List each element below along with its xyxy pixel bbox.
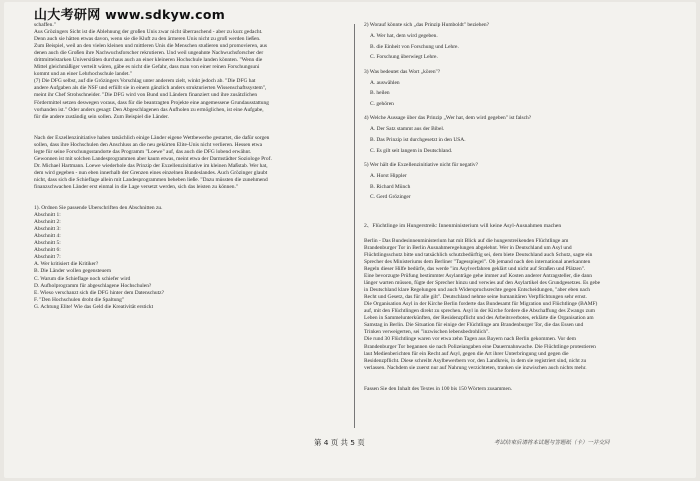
answer-option: B. Richard Münch: [370, 183, 411, 190]
text-line: Trinken verweigerten, sei "inzwischen lebensbedrohlich".: [364, 329, 490, 336]
left-column: [34, 22, 339, 311]
option-line: G. Achtung Elite! Wie das Geld die Kreativität erstickt: [34, 303, 154, 310]
article-text: [364, 238, 674, 372]
text-line: Fördermittel setzen deswegen voraus, dass für die beantragten Projekte eine angemessene Grundausstattung: [34, 99, 269, 106]
answer-option: A. Horst Hippler: [370, 173, 407, 180]
logo-text: 山大考研网: [34, 8, 101, 23]
text-line: legte für seine Forschungsstandorte das Programm "Loewe" auf, das auch die DFG lobend erwähnt.: [34, 148, 252, 155]
heading-options: [34, 261, 339, 310]
text-line: Residenzpflicht. Diese schreibt Asylbewerbern vor, den Landkreis, in dem sie registriert sind, nicht zu: [364, 357, 587, 364]
text-line: Denn auch sie hätten etwas davon, wenn sie die Kluft zu den ärmeren Unis nicht zu groß werden ließen.: [34, 36, 261, 43]
text-line: Berlin - Das Bundesinnenministerium hat mit Blick auf die hungerstreikenden Flüchtlinge am: [364, 237, 569, 244]
text-line: auf, mit den Flüchtlingen direkt zu sprechen. Asyl in der Kirche fordere die Abschaffung des Zwangs zum: [364, 308, 595, 315]
answer-option: B. heilen: [370, 90, 390, 97]
question-text: 4) Welche Aussage über das Prinzip „Wer hat, dem wird gegeben" ist falsch?: [364, 115, 532, 122]
text-line: verlassen. Nachdem sie zuerst nur auf Nahrung verzichteten, tranken sie inzwischen auch nichts mehr.: [364, 364, 587, 371]
section-line: Abschnitt 5:: [34, 240, 61, 247]
section-line: Abschnitt 3:: [34, 226, 61, 233]
summary-task: Fassen Sie den Inhalt des Textes in 100 bis 150 Wörtern zusammen.: [364, 385, 513, 392]
exam-page: [4, 2, 696, 478]
section-line: Abschnitt 1:: [34, 212, 61, 219]
reading-text-part2: [34, 135, 339, 191]
text-line: Samstag in Berlin. Die Situation für einige der Flüchtlinge am Brandenburger Tor, die das Essen und: [364, 322, 584, 329]
page-header: [34, 4, 225, 23]
answer-option: A. auswählen: [370, 79, 400, 86]
text-line: Die Organisation Asyl in der Kirche Berlin forderte das Bundesamt für Migration und Flüchtlinge (BAMF): [364, 301, 598, 308]
text-line: Nach der Exzellenzinitiative haben tatsächlich einige Länder eigene Wettbewerbe gestartet, die dafür sorgen: [34, 134, 270, 141]
page-number: 第 4 页 共 5 页: [314, 438, 365, 447]
text-line: Regeln dieser Hilfe bedürfe, das werde "im Asylverfahren geklärt und nicht auf Straßen und Plätzen".: [364, 265, 586, 272]
site-url: www.sdkyw.com: [105, 7, 226, 22]
text-line: sollen, dass ihre Hochschulen den Anschluss an die neu gekürten Elite-Unis nicht verlieren. Hessen etwa: [34, 141, 263, 148]
text-line: Recht und Gesetz, das für alle gilt". Deutschland nehme seine humanitären Verpflichtungen sehr ernst.: [364, 294, 587, 301]
text-line: meint ihr Chef Strohschneider. "Die DFG wird von Bund und Ländern finanziert und ihre zusätzlichen: [34, 92, 258, 99]
text-line: finanzschwachen Länder erst einmal in die Lage versetzt werden, sich das leisten zu können.": [34, 183, 239, 190]
question-text: 3) Was bedeutet das Wort „kören"?: [364, 68, 441, 75]
text-line: Die rund 30 Flüchtlinge waren vor etwa zehn Tagen aus Bayern nach Berlin gekommen. Vor dem: [364, 336, 576, 343]
answer-option: A. Wer hat, dem wird gegeben.: [370, 33, 438, 40]
answer-option: C. Gerd Grözinger: [370, 194, 411, 201]
text-line: andere Aufgaben als die NSF und erfüllt sie in einem gänzlich anders strukturierten Wissenschaftssystem",: [34, 85, 267, 92]
answer-option: C. Es gilt seit langem in Deutschland.: [370, 147, 453, 154]
footer-note: 考试结束后请将本试题与答题纸（卡）一并交回: [494, 440, 610, 446]
answer-option: C. Forschung überwiegt Lehre.: [370, 54, 438, 61]
option-line: C. Warum die Schieflage noch schiefer wird: [34, 275, 131, 282]
text-line: denen auch die Großen ihre Nachwuchsforscher rekrutieren. Und weil ungeahnte Nachwuchsforscher der: [34, 50, 264, 57]
text-line: drittmittelstarken Universitäten durchaus auch an einer kleineren Hochschule landen könnten. "Wenn die: [34, 57, 263, 64]
text-line: vorhanden ist." Oder anders gesagt: Den Abgeschlagenen das Aufholen zu ermöglichen, ist eine Aufgabe,: [34, 106, 264, 113]
text-line: schaffen.": [34, 22, 56, 28]
text-line: länger warten müssen, fügte der Sprecher hinzu und verwies auf den Asylartikel des Grundgesetzes. Es gebe: [364, 280, 600, 287]
question-text: 5) Wer hält die Exzellenzinitiative nicht für negativ?: [364, 162, 479, 169]
option-line: E. Wieso verschanzt sich die DFG hinter dem Datenschutz?: [34, 289, 164, 296]
text-line: Zum Beispiel, weil an den vielen kleinen und mittleren Unis die Menschen studieren und promovieren, aus: [34, 43, 268, 50]
text-line: in Deutschland klare Regelungen und auch Widerspruchsrechte gegen Entscheidungen, "aber eben nach: [364, 287, 590, 294]
text-line: Gewonnen ist mit solchen Landesprogrammen aber kaum etwas, meint etwa der Darmstädter Soziologe Prof.: [34, 155, 272, 162]
answer-option: A. Der Satz stammt aus der Bibel.: [370, 126, 445, 133]
reading-text-part1: [34, 22, 339, 121]
column-divider: [354, 24, 355, 428]
section-line: Abschnitt 7:: [34, 254, 61, 261]
text-line: laut Medienberichten für ein Recht auf Asyl, gegen die Art ihrer Unterbringung und gegen die: [364, 350, 569, 357]
text-line: dem wird gegeben - nun eben innerhalb der Grenzen eines einzelnen Bundeslandes. Auch Grözinger glaubt: [34, 169, 268, 176]
text-line: Dr. Michael Hartmann. Loewe wiederhole das Prinzip der Exzellenzinitiative im kleinen Maßstab. Wer hat,: [34, 162, 268, 169]
question-text: 2) Worauf könnte sich „das Prinzip Humboldt" beziehen?: [364, 22, 490, 28]
text-line: Mittel gleichmäßiger verteilt wären, gäbe es nicht die Gefahr, dass man von einer reinen Forschungsuni: [34, 64, 260, 71]
text-line: Aus Grözingers Sicht ist die Ablehnung der großen Unis zwar nicht überraschend - aber zu kurz gedacht.: [34, 29, 263, 36]
answer-option: B. die Einheit von Forschung und Lehre.: [370, 43, 459, 50]
text-line: Flüchtlingsschutz bitte und tatsächlich schutzbedürftig sei, dem biete Deutschland auch Schutz, sagte ein: [364, 251, 593, 258]
option-line: F. "Den Hochschulen droht die Spaltung": [34, 296, 125, 303]
text-line: Sprecher des Ministeriums dem Berliner "Tagesspiegel". Ob jemand nach den international anerkannten: [364, 258, 591, 265]
task2-title: 2、Flüchtlinge im Hungerstreik: Innenministerium will keine Asyl-Ausnahmen machen: [364, 222, 562, 229]
text-line: Brandenburger Tor begannen sie nach Polizeiangaben eine Dauermahnwache. Die Flüchtlinge protestieren: [364, 343, 596, 350]
text-line: Brandenburger Tor in Berlin Ausnahmeregelungen abgelehnt. Wer in Deutschland um Asyl und: [364, 244, 572, 251]
text-line: nicht, dass sich die Schieflage allein mit Landesprogrammen beheben ließe. "Dazu müssten die zunehmend: [34, 176, 268, 183]
answer-option: B. Das Prinzip ist durchgesetzt in den USA.: [370, 136, 466, 143]
text-line: kommt und an einer Lehrhochschule landet.": [34, 71, 132, 78]
option-line: A. Wer kritisiert die Kritiker?: [34, 261, 99, 268]
text-line: Leben in Sammelunterkünften, der Residenzpflicht und des Arbeitsverbotes, erklärte die Organisation am: [364, 315, 594, 322]
option-line: D. Aufholprogramm für abgeschlagene Hochschulen?: [34, 282, 152, 289]
question-list: [364, 22, 674, 209]
task1-title: 1). Ordnen Sie passende Überschriften den Abschnitten zu.: [34, 205, 163, 212]
text-line: für die andere zuständig sein sollen. Zum Beispiel die Länder.: [34, 113, 169, 120]
right-column: [364, 22, 674, 393]
option-line: B. Die Länder wollen gegensteuern: [34, 268, 112, 275]
answer-option: C. gehören: [370, 100, 394, 107]
text-line: Eine bevorzugte Prüfung bestimmter Asylanträge gehe immer auf Kosten anderer Antragsteller, die dann: [364, 273, 592, 280]
section-line: Abschnitt 2:: [34, 219, 61, 226]
section-list: [34, 212, 339, 261]
section-line: Abschnitt 6:: [34, 247, 61, 254]
section-line: Abschnitt 4:: [34, 233, 61, 240]
text-line: (7) Die DFG selbst, auf die Grözingers Vorschlag unter anderem zielt, winkt jedoch ab. "Die DFG hat: [34, 78, 256, 85]
